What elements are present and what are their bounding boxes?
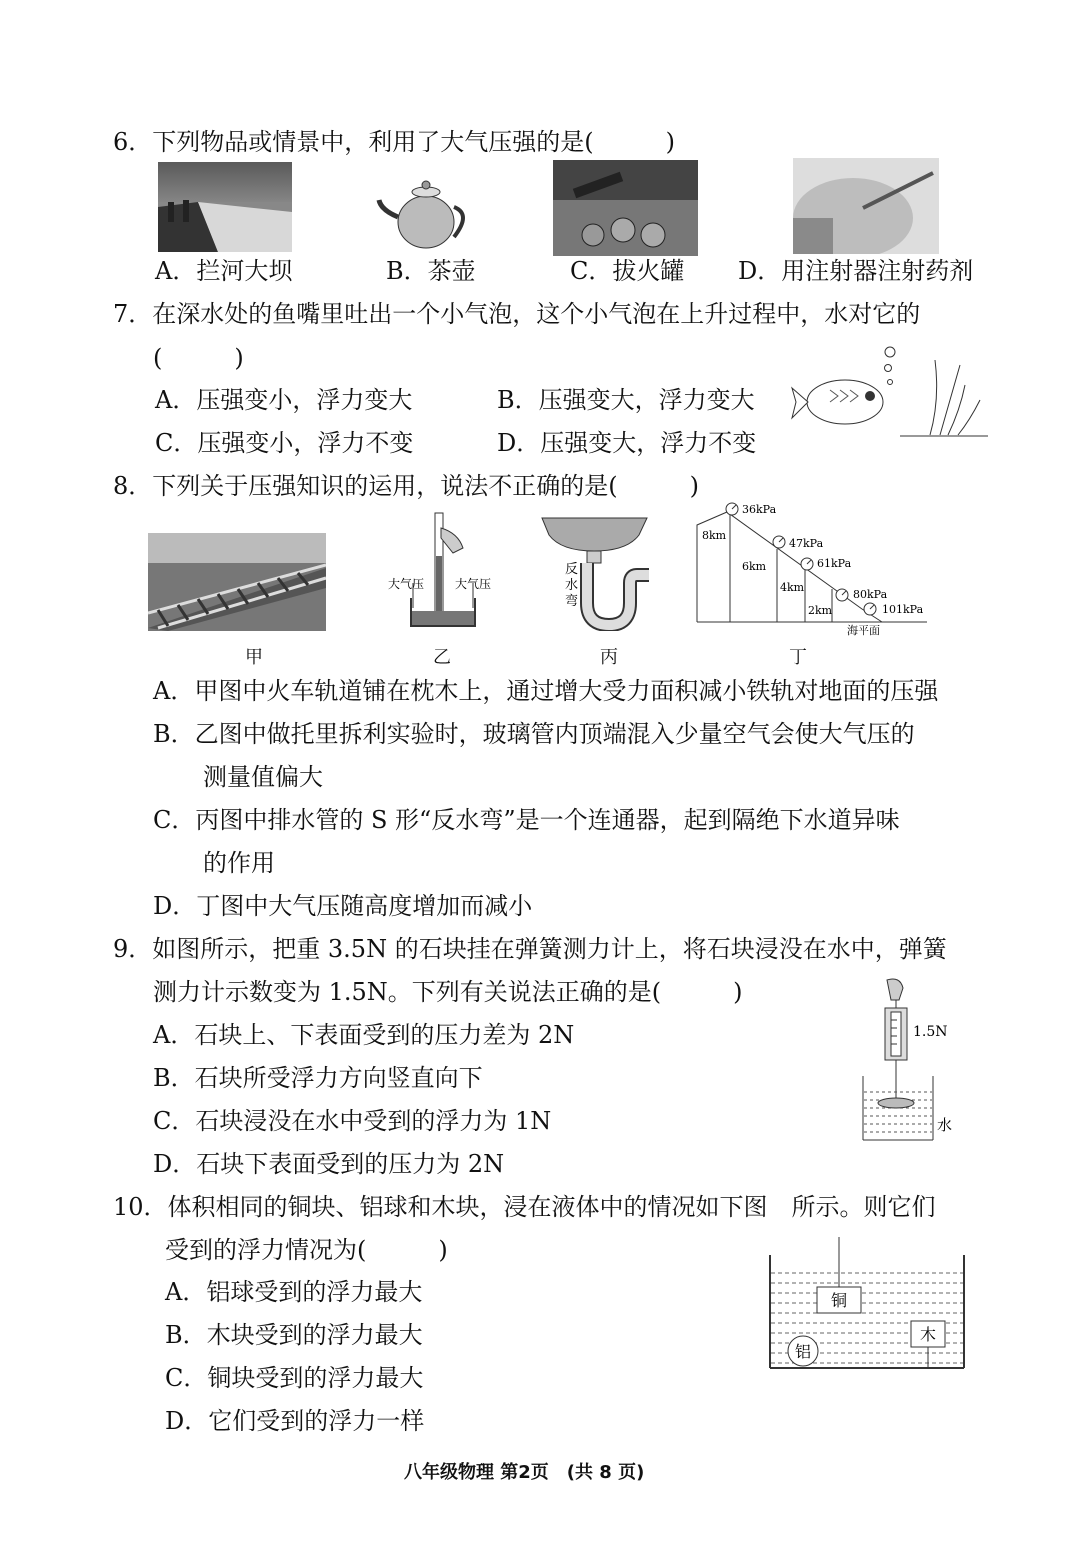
fig-label-ding: 丁	[789, 647, 807, 668]
q8-option-c-cont: 的作用	[203, 849, 275, 877]
trap-label-1: 反	[565, 562, 579, 577]
trap-label-3: 弯	[565, 594, 579, 609]
page-footer: 八年级物理 第2页 (共 8 页)	[404, 1462, 645, 1483]
q9-stem-line1: 9．如图所示，把重 3.5N 的石块挂在弹簧测力计上，将石块浸没在水中，弹簧	[113, 935, 947, 963]
cupping-photo	[553, 160, 698, 260]
q10-option-c[interactable]: C．铜块受到的浮力最大	[165, 1364, 424, 1392]
fig-label-yi: 乙	[433, 647, 451, 668]
buoyancy-tank-figure	[765, 1235, 970, 1379]
pressure-36: 36kPa	[742, 503, 777, 516]
q10-stem-line2: 受到的浮力情况为( )	[165, 1236, 448, 1264]
sea-level-label: 海平面	[847, 624, 880, 637]
pressure-80: 80kPa	[853, 588, 888, 601]
teapot-drawing	[376, 172, 476, 256]
spring-scale-figure	[855, 978, 965, 1150]
q9-option-b[interactable]: B．石块所受浮力方向竖直向下	[153, 1064, 483, 1092]
q6-stem: 6．下列物品或情景中，利用了大气压强的是( )	[113, 128, 675, 156]
fig-label-jia: 甲	[245, 647, 263, 668]
q10-stem-line1: 10．体积相同的铜块、铝球和木块，浸在液体中的情况如下图 所示。则它们	[113, 1193, 936, 1221]
q8-option-a[interactable]: A．甲图中火车轨道铺在枕木上，通过增大受力面积减小铁轨对地面的压强	[153, 677, 939, 705]
height-8km: 8km	[702, 529, 727, 542]
q8-option-b-cont: 测量值偏大	[203, 763, 323, 791]
fig-label-bing: 丙	[600, 647, 618, 668]
atm-left-label: 大气压	[388, 577, 425, 591]
q9-option-d[interactable]: D．石块下表面受到的压力为 2N	[153, 1150, 505, 1178]
pressure-101: 101kPa	[882, 603, 924, 616]
q8-option-c[interactable]: C．丙图中排水管的 S 形“反水弯”是一个连通器，起到隔绝下水道异味	[153, 806, 900, 834]
q7-stem: 7．在深水处的鱼嘴里吐出一个小气泡，这个小气泡在上升过程中，水对它的	[113, 300, 921, 328]
q10-option-d[interactable]: D．它们受到的浮力一样	[165, 1407, 425, 1435]
height-2km: 2km	[808, 604, 833, 617]
q7-answer-paren: ( )	[153, 344, 244, 372]
pressure-47: 47kPa	[789, 537, 824, 550]
pressure-61: 61kPa	[817, 557, 852, 570]
fig-ding-altitude-pressure	[692, 497, 937, 641]
q9-option-a[interactable]: A．石块上、下表面受到的压力差为 2N	[153, 1021, 575, 1049]
q6-option-d[interactable]: D．用注射器注射药剂	[738, 257, 974, 285]
scale-reading: 1.5N	[913, 1024, 948, 1040]
water-label: 水	[937, 1116, 953, 1134]
q7-option-c[interactable]: C．压强变小，浮力不变	[155, 429, 414, 457]
q9-stem-line2: 测力计示数变为 1.5N。下列有关说法正确的是( )	[153, 978, 743, 1006]
trap-label-2: 水	[565, 578, 579, 593]
q6-option-c[interactable]: C．拔火罐	[570, 257, 685, 285]
q7-option-b[interactable]: B．压强变大，浮力变大	[497, 386, 755, 414]
q8-stem: 8．下列关于压强知识的运用，说法不正确的是( )	[113, 472, 699, 500]
q8-option-b[interactable]: B．乙图中做托里拆利实验时，玻璃管内顶端混入少量空气会使大气压的	[153, 720, 915, 748]
q10-option-a[interactable]: A．铝球受到的浮力最大	[165, 1278, 423, 1306]
q7-option-a[interactable]: A．压强变小，浮力变大	[155, 386, 413, 414]
fig-jia-railway-photo	[148, 533, 326, 635]
fig-bing-sink-trap	[537, 513, 652, 635]
wood-label: 木	[919, 1325, 937, 1344]
q7-option-d[interactable]: D．压强变大，浮力不变	[497, 429, 757, 457]
q8-option-d[interactable]: D．丁图中大气压随高度增加而减小	[153, 892, 533, 920]
fig-yi-torricelli	[383, 508, 513, 637]
q6-option-a[interactable]: A．拦河大坝	[155, 257, 293, 285]
dam-photo	[158, 162, 292, 256]
injection-photo	[793, 158, 939, 258]
q9-option-c[interactable]: C．石块浸没在水中受到的浮力为 1N	[153, 1107, 552, 1135]
height-4km: 4km	[780, 581, 805, 594]
q10-option-b[interactable]: B．木块受到的浮力最大	[165, 1321, 423, 1349]
copper-label: 铜	[830, 1291, 848, 1310]
aluminum-label: 铝	[794, 1342, 812, 1361]
q6-option-b[interactable]: B．茶壶	[386, 257, 476, 285]
atm-right-label: 大气压	[455, 577, 492, 591]
height-6km: 6km	[742, 560, 767, 573]
fish-bubble-drawing	[790, 340, 990, 454]
